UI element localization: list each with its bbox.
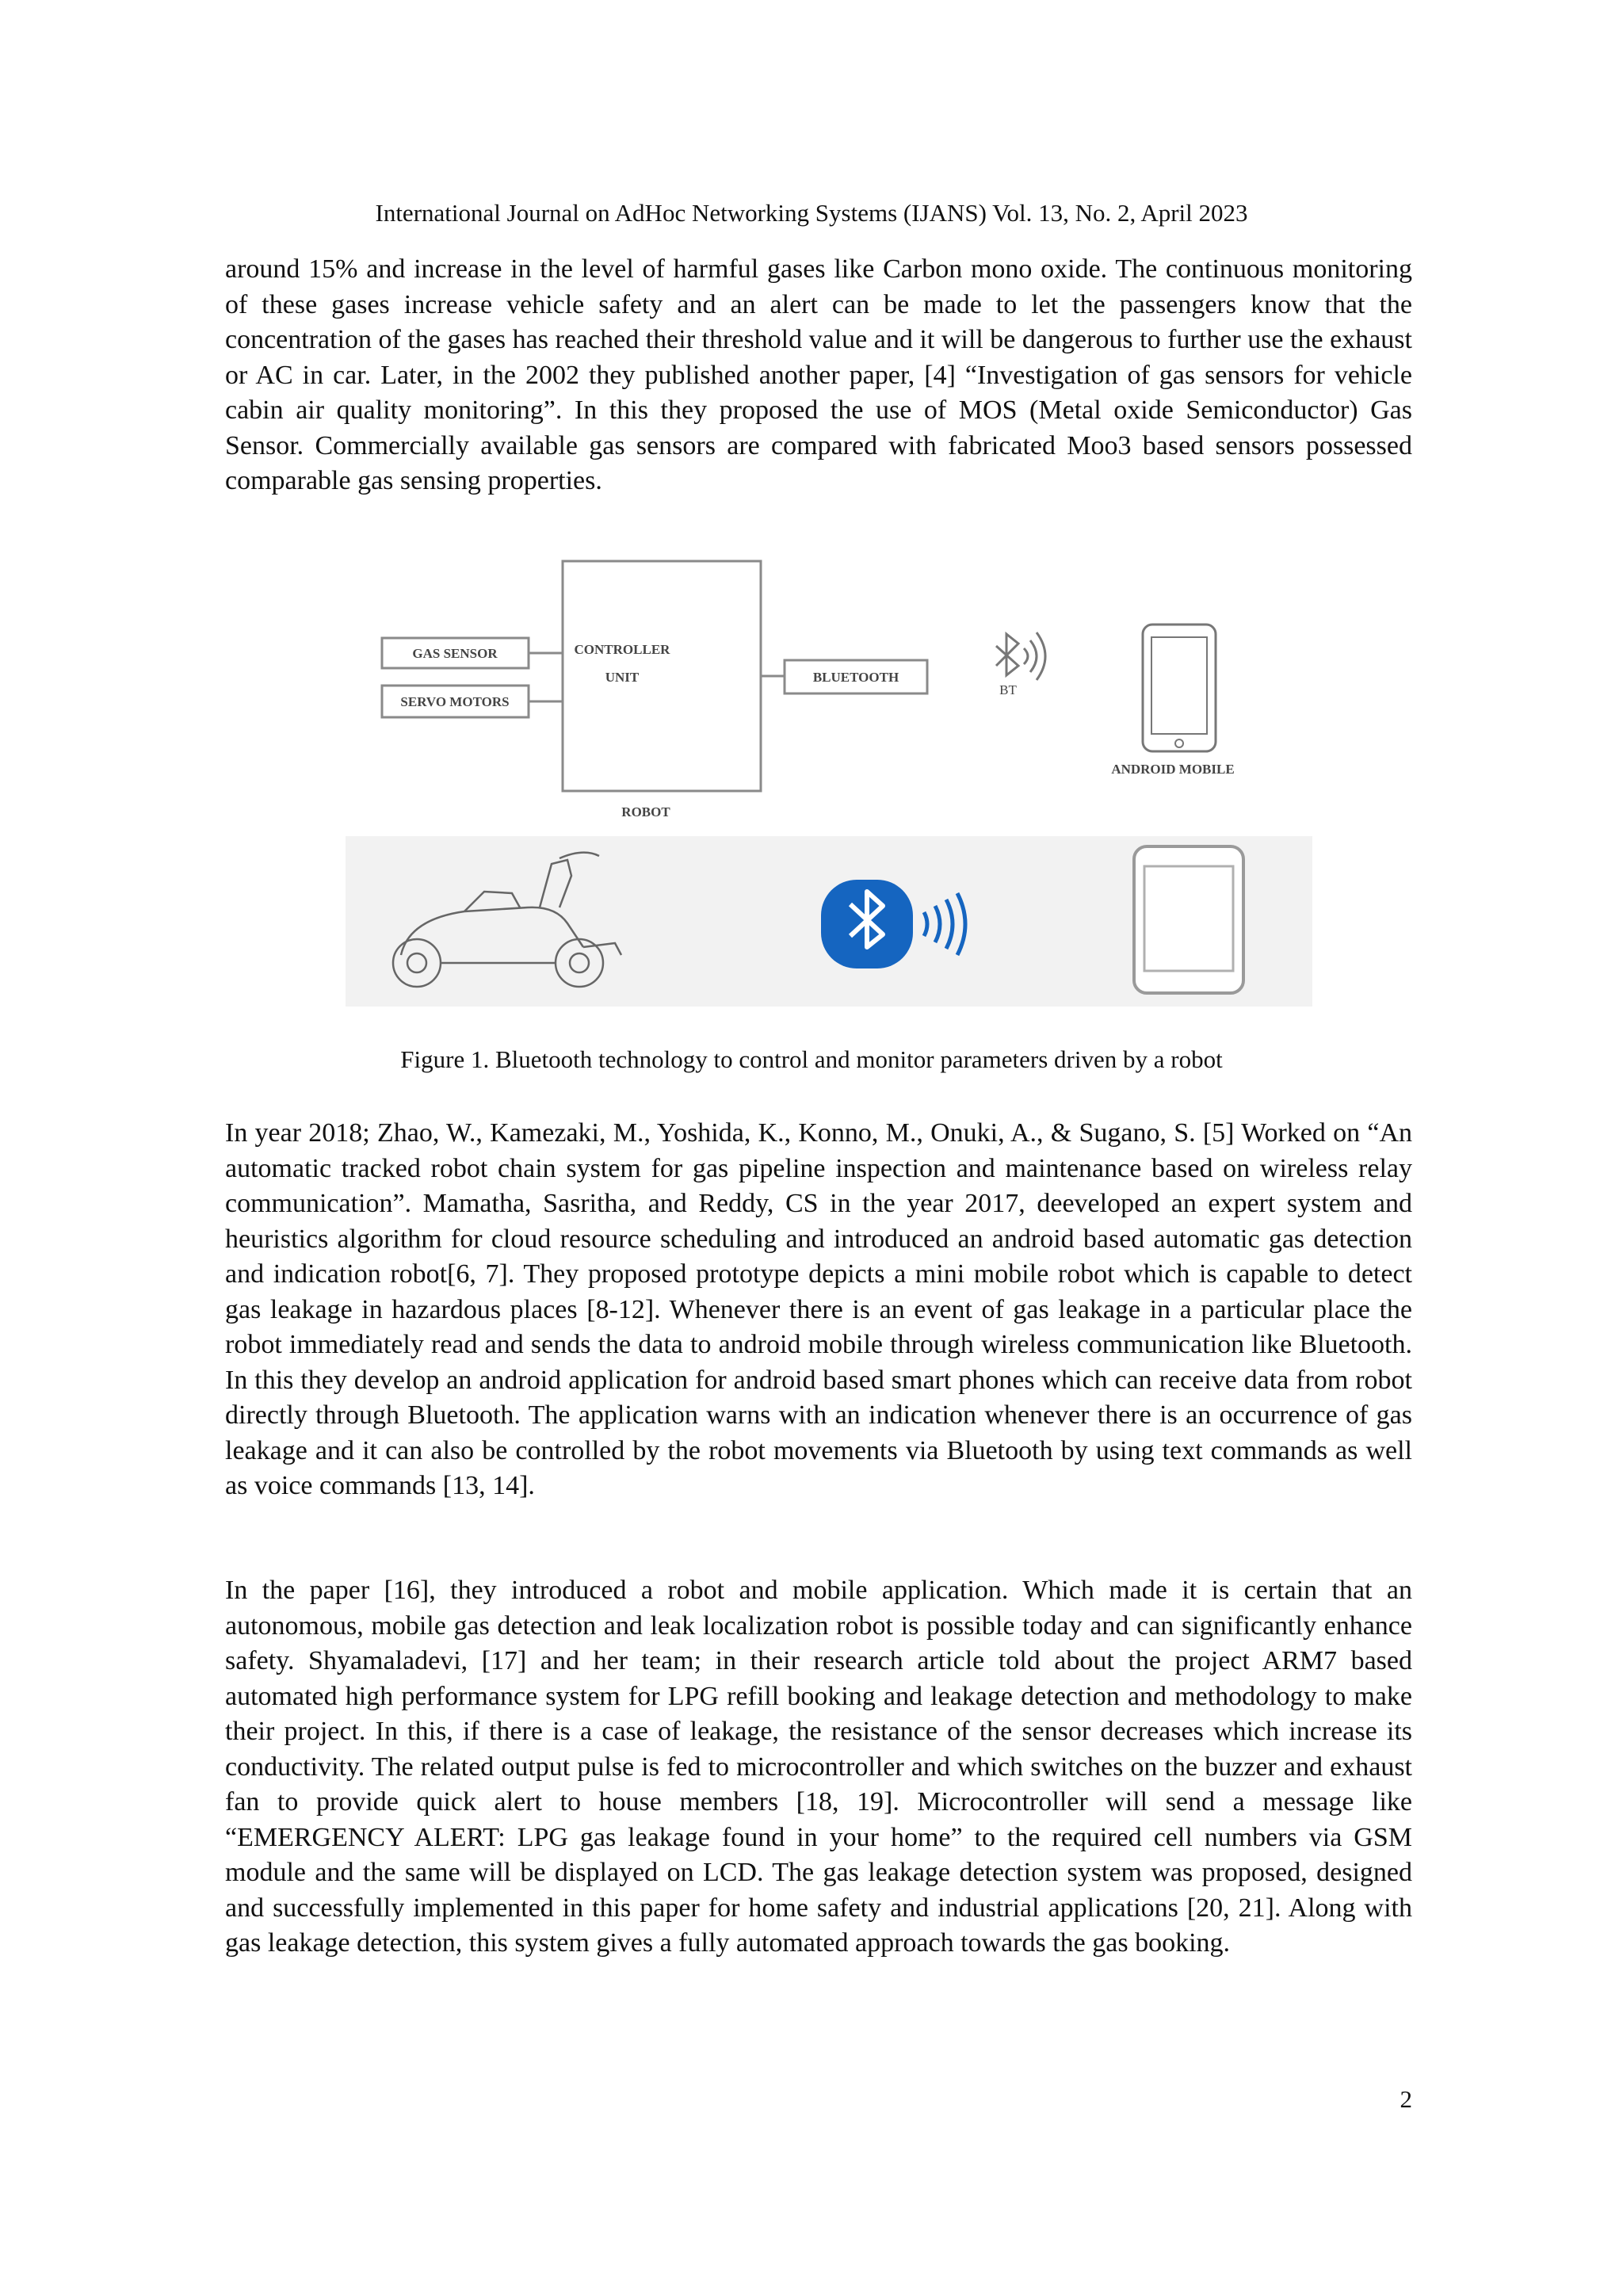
servo-motors-label: SERVO MOTORS xyxy=(400,694,510,709)
paragraph-related-work-1 xyxy=(225,1116,1412,1504)
journal-header: International Journal on AdHoc Networking Systems (IJANS) Vol. 13, No. 2, April 2023 xyxy=(375,199,1248,227)
bluetooth-icon xyxy=(821,880,913,968)
android-mobile-label: ANDROID MOBILE xyxy=(1111,762,1235,777)
page-number: 2 xyxy=(1400,2085,1412,2113)
photo-strip xyxy=(346,836,1312,1007)
gas-sensor-label: GAS SENSOR xyxy=(412,646,498,661)
controller-unit-box xyxy=(563,561,761,791)
robot-label: ROBOT xyxy=(621,804,670,819)
paragraph-text: In the paper [16], they introduced a robot and mobile application. Which made it is certain that an autonomous, mobile gas detection and leak localization robot is possible today and can significantly enhance safety. Shyamaladevi, [17] and her team; in their research article told about the project ARM7 based automated high performance system for LPG refill booking and leakage detection and methodology to make their project. In this, if there is a case of leakage, the resistance of the sensor decreases which increase its conductivity. The related output pulse is fed to microcontroller and which switches on the buzzer and exhaust fan to provide quick alert to house members [18, 19]. Microcontroller will send a message like “EMERGENCY ALERT: LPG gas leakage found in your home” to the required cell numbers via GSM module and the same will be displayed on LCD. The gas leakage detection system was proposed, designed and successfully implemented in this paper for home safety and industrial applications [20, 21]. Along with gas leakage detection, this system gives a fully automated approach towards the gas booking. xyxy=(225,1576,1412,1958)
controller-label-line2: UNIT xyxy=(605,670,640,685)
bluetooth-icon xyxy=(996,634,1018,675)
signal-waves-icon xyxy=(1024,632,1045,680)
figure-caption: Figure 1. Bluetooth technology to control and monitor parameters driven by a robot xyxy=(400,1045,1223,1073)
paragraph-text: around 15% and increase in the level of harmful gases like Carbon mono oxide. The continuous monitoring of these gases increase vehicle safety and an alert can be made to let the passengers know that the concentration of the gases has reached their threshold value and it will be dangerous to further use the exhaust or AC in car. Later, in the 2002 they published another paper, [4] “Investigation of gas sensors for vehicle cabin air quality monitoring”. In this they proposed the use of MOS (Metal oxide Semiconductor) Gas Sensor. Commercially available gas sensors are compared with fabricated Moo3 based sensors possessed comparable gas sensing properties. xyxy=(225,254,1412,495)
smartphone-icon xyxy=(1134,846,1243,993)
bluetooth-module-label: BLUETOOTH xyxy=(812,670,899,685)
smartphone-icon xyxy=(1143,625,1216,751)
bt-label: BT xyxy=(999,682,1017,697)
block-diagram xyxy=(372,555,1292,824)
paragraph-related-work-2 xyxy=(225,1573,1412,1962)
paragraph-text: In year 2018; Zhao, W., Kamezaki, M., Yoshida, K., Konno, M., Onuki, A., & Sugano, S. [5] Worked on “An automatic tracked robot chain system for gas pipeline inspection and maintenance based on wireless relay communication”. Mamatha, Sasritha, and Reddy, CS in the year 2017, deeveloped an expert system and heuristics algorithm for cloud resource scheduling and introduced an android based automatic gas detection and indication robot[6, 7]. They proposed prototype depicts a mini mobile robot which is capable to detect gas leakage in hazardous places [8-12]. Whenever there is an event of gas leakage in a particular place the robot immediately read and sends the data to android mobile through wireless communication like Bluetooth. In this they develop an android application for android based smart phones which can receive data from robot directly through Bluetooth. The application warns with an indication whenever there is an occurrence of gas leakage and it can also be controlled by the robot movements via Bluetooth by using text commands as well as voice commands [13, 14]. xyxy=(225,1118,1412,1500)
paragraph-intro xyxy=(225,252,1412,499)
controller-label-line1: CONTROLLER xyxy=(574,642,670,657)
